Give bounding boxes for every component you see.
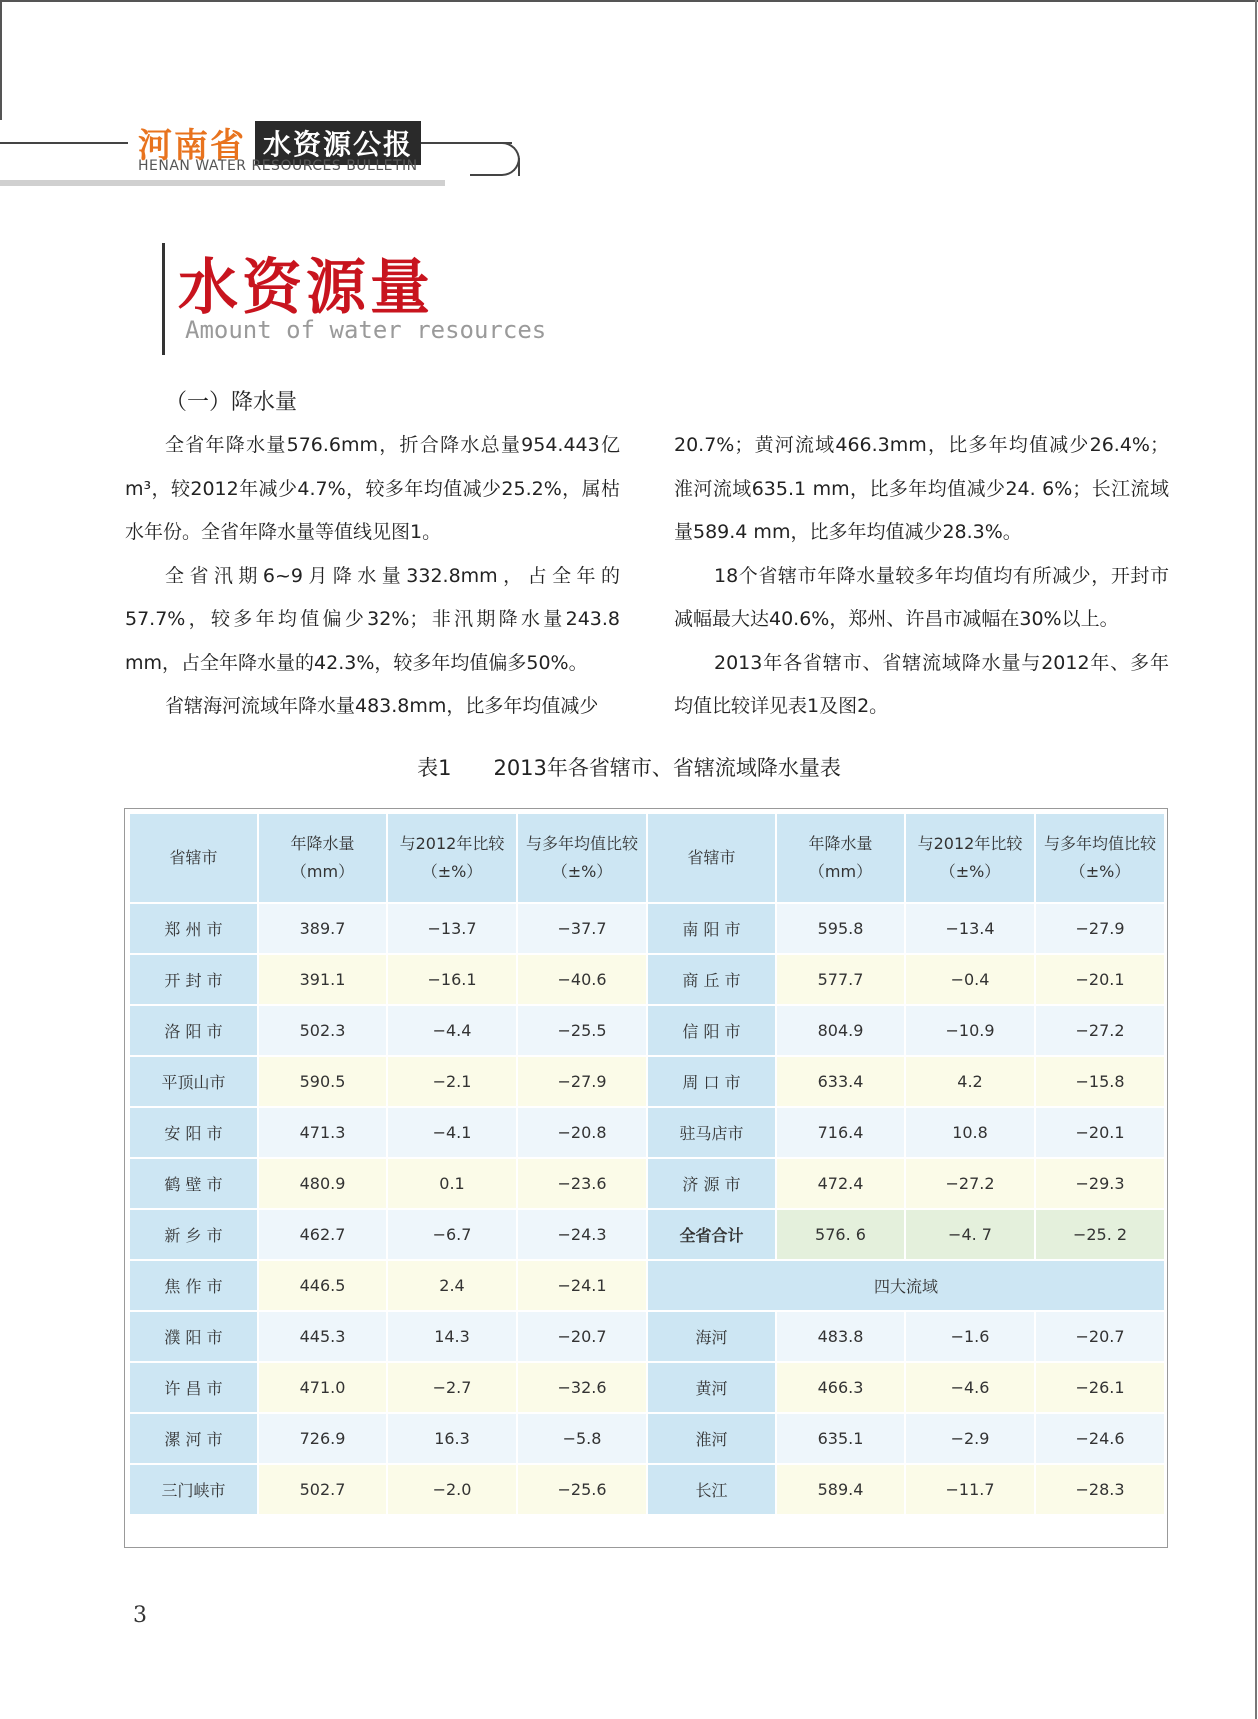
vsavg-cell: −5.8 — [518, 1414, 646, 1463]
vs2012-cell: −10.9 — [906, 1006, 1034, 1055]
annual-cell: 589.4 — [777, 1465, 904, 1514]
name-cell: 郑 州 市 — [130, 904, 257, 953]
header-vs2012: 与2012年比较 （±%） — [388, 814, 516, 902]
table-row — [130, 955, 1164, 1004]
vsavg-cell: −27.2 — [1036, 1006, 1164, 1055]
vs2012-cell: 4.2 — [906, 1057, 1034, 1106]
table-caption: 表1 2013年各省辖市、省辖流域降水量表 — [417, 756, 841, 780]
vsavg-cell: −20.7 — [518, 1312, 646, 1361]
header-name: 省辖市 — [130, 814, 257, 902]
header-vs2012: 与2012年比较 （±%） — [906, 814, 1034, 902]
annual-cell: 389.7 — [259, 904, 386, 953]
table-row — [130, 1465, 1164, 1514]
annual-cell: 446.5 — [259, 1261, 386, 1310]
table-header-row — [130, 814, 1164, 902]
header-annual: 年降水量 （mm） — [259, 814, 386, 902]
name-cell: 济 源 市 — [648, 1159, 775, 1208]
vsavg-cell: −24.1 — [518, 1261, 646, 1310]
annual-cell: 472.4 — [777, 1159, 904, 1208]
brand-province: 河南省 — [138, 126, 246, 166]
brand-english: HENAN WATER RESOURCES BULLETIN — [138, 158, 418, 174]
name-cell: 海河 — [648, 1312, 775, 1361]
annual-cell: 726.9 — [259, 1414, 386, 1463]
name-cell: 许 昌 市 — [130, 1363, 257, 1412]
table-row — [130, 1312, 1164, 1361]
name-cell: 淮河 — [648, 1414, 775, 1463]
paragraph: 全省汛期6~9月降水量332.8mm，占全年的57.7%，较多年均值偏少32%；非汛期降水量243.8 mm，占全年降水量的42.3%，较多年均值偏多50%。 — [125, 564, 620, 674]
vsavg-cell: −20.7 — [1036, 1312, 1164, 1361]
vsavg-cell: −28.3 — [1036, 1465, 1164, 1514]
vs2012-cell: 14.3 — [388, 1312, 516, 1361]
name-cell: 黄河 — [648, 1363, 775, 1412]
name-cell: 周 口 市 — [648, 1057, 775, 1106]
annual-cell: 483.8 — [777, 1312, 904, 1361]
vs2012-cell: −6.7 — [388, 1210, 516, 1259]
vsavg-cell: −37.7 — [518, 904, 646, 953]
vsavg-cell: −20.1 — [1036, 955, 1164, 1004]
vsavg-cell: −20.8 — [518, 1108, 646, 1157]
header-name: 省辖市 — [648, 814, 775, 902]
precipitation-table — [128, 812, 1166, 1516]
vsavg-cell: −15.8 — [1036, 1057, 1164, 1106]
page-frame-right — [1255, 0, 1257, 1719]
paragraph: 2013年各省辖市、省辖流域降水量与2012年、多年均值比较详见表1及图2。 — [674, 651, 1169, 717]
name-cell: 三门峡市 — [130, 1465, 257, 1514]
page-frame-top — [0, 0, 1258, 2]
vs2012-cell: −0.4 — [906, 955, 1034, 1004]
annual-cell: 635.1 — [777, 1414, 904, 1463]
vs2012-cell: −11.7 — [906, 1465, 1034, 1514]
table-row — [130, 1210, 1164, 1259]
header-vsavg: 与多年均值比较 （±%） — [518, 814, 646, 902]
banner-rule-left — [0, 142, 128, 144]
vs2012-cell: −16.1 — [388, 955, 516, 1004]
name-cell: 漯 河 市 — [130, 1414, 257, 1463]
annual-cell: 633.4 — [777, 1057, 904, 1106]
name-cell: 南 阳 市 — [648, 904, 775, 953]
annual-cell: 445.3 — [259, 1312, 386, 1361]
vs2012-cell: −2.7 — [388, 1363, 516, 1412]
table-row — [130, 1414, 1164, 1463]
vs2012-cell: −4.1 — [388, 1108, 516, 1157]
paragraph: 省辖海河流域年降水量483.8mm，比多年均值减少 — [165, 695, 599, 717]
name-cell: 驻马店市 — [648, 1108, 775, 1157]
vs2012-cell: −1.6 — [906, 1312, 1034, 1361]
body-column-right — [674, 424, 1169, 729]
name-cell: 濮 阳 市 — [130, 1312, 257, 1361]
vsavg-cell: −32.6 — [518, 1363, 646, 1412]
vs2012-cell: −4.4 — [388, 1006, 516, 1055]
vs2012-cell: 16.3 — [388, 1414, 516, 1463]
vsavg-cell: −29.3 — [1036, 1159, 1164, 1208]
total-name-cell: 全省合计 — [648, 1210, 775, 1259]
vs2012-cell: −27.2 — [906, 1159, 1034, 1208]
page-number: 3 — [133, 1603, 147, 1628]
vs2012-cell: −13.4 — [906, 904, 1034, 953]
vsavg-cell: −26.1 — [1036, 1363, 1164, 1412]
name-cell: 安 阳 市 — [130, 1108, 257, 1157]
annual-cell: 502.3 — [259, 1006, 386, 1055]
name-cell: 平顶山市 — [130, 1057, 257, 1106]
paragraph: 全省年降水量576.6mm，折合降水总量954.443亿m³，较2012年减少4.7%，较多年均值减少25.2%，属枯水年份。全省年降水量等值线见图1。 — [125, 434, 620, 543]
name-cell: 洛 阳 市 — [130, 1006, 257, 1055]
vsavg-cell: −27.9 — [518, 1057, 646, 1106]
name-cell: 开 封 市 — [130, 955, 257, 1004]
name-cell: 鹤 壁 市 — [130, 1159, 257, 1208]
total-value-cell: −4. 7 — [906, 1210, 1034, 1259]
annual-cell: 804.9 — [777, 1006, 904, 1055]
body-column-left — [125, 424, 620, 729]
vs2012-cell: 2.4 — [388, 1261, 516, 1310]
name-cell: 商 丘 市 — [648, 955, 775, 1004]
vsavg-cell: −27.9 — [1036, 904, 1164, 953]
vs2012-cell: −4.6 — [906, 1363, 1034, 1412]
vs2012-cell: −2.9 — [906, 1414, 1034, 1463]
table-row — [130, 1261, 1164, 1310]
annual-cell: 595.8 — [777, 904, 904, 953]
table-row — [130, 1057, 1164, 1106]
vs2012-cell: −13.7 — [388, 904, 516, 953]
basin-section-header: 四大流域 — [648, 1261, 1164, 1310]
vs2012-cell: 10.8 — [906, 1108, 1034, 1157]
vsavg-cell: −25.5 — [518, 1006, 646, 1055]
annual-cell: 577.7 — [777, 955, 904, 1004]
total-value-cell: 576. 6 — [777, 1210, 904, 1259]
table-row — [130, 904, 1164, 953]
paragraph: 20.7%；黄河流域466.3mm，比多年均值减少26.4%；淮河流域635.1 mm，比多年均值减少24. 6%；长江流域量589.4 mm，比多年均值减少28.3%。 — [674, 434, 1169, 543]
page-frame-left — [0, 0, 2, 120]
name-cell: 焦 作 市 — [130, 1261, 257, 1310]
table-row — [130, 1108, 1164, 1157]
name-cell: 长江 — [648, 1465, 775, 1514]
annual-cell: 590.5 — [259, 1057, 386, 1106]
vs2012-cell: −2.1 — [388, 1057, 516, 1106]
paragraph: 18个省辖市年降水量较多年均值均有所减少，开封市减幅最大达40.6%，郑州、许昌市减幅在30%以上。 — [674, 564, 1169, 630]
annual-cell: 466.3 — [777, 1363, 904, 1412]
total-value-cell: −25. 2 — [1036, 1210, 1164, 1259]
annual-cell: 716.4 — [777, 1108, 904, 1157]
name-cell: 信 阳 市 — [648, 1006, 775, 1055]
annual-cell: 462.7 — [259, 1210, 386, 1259]
name-cell: 新 乡 市 — [130, 1210, 257, 1259]
subheading: （一）降水量 — [165, 390, 298, 415]
vsavg-cell: −40.6 — [518, 955, 646, 1004]
section-subtitle: Amount of water resources — [185, 316, 547, 344]
table-row — [130, 1159, 1164, 1208]
annual-cell: 502.7 — [259, 1465, 386, 1514]
table-row — [130, 1006, 1164, 1055]
vsavg-cell: −23.6 — [518, 1159, 646, 1208]
vsavg-cell: −24.3 — [518, 1210, 646, 1259]
banner-shadow — [0, 180, 445, 186]
section-title: 水资源量 — [178, 253, 434, 323]
annual-cell: 480.9 — [259, 1159, 386, 1208]
annual-cell: 391.1 — [259, 955, 386, 1004]
table-row — [130, 1363, 1164, 1412]
annual-cell: 471.3 — [259, 1108, 386, 1157]
section-title-bar — [162, 243, 165, 355]
annual-cell: 471.0 — [259, 1363, 386, 1412]
vs2012-cell: 0.1 — [388, 1159, 516, 1208]
vs2012-cell: −2.0 — [388, 1465, 516, 1514]
header-vsavg: 与多年均值比较 （±%） — [1036, 814, 1164, 902]
brand-bulletin: 水资源公报 — [255, 121, 421, 165]
vsavg-cell: −25.6 — [518, 1465, 646, 1514]
vsavg-cell: −24.6 — [1036, 1414, 1164, 1463]
vsavg-cell: −20.1 — [1036, 1108, 1164, 1157]
header-annual: 年降水量 （mm） — [777, 814, 904, 902]
